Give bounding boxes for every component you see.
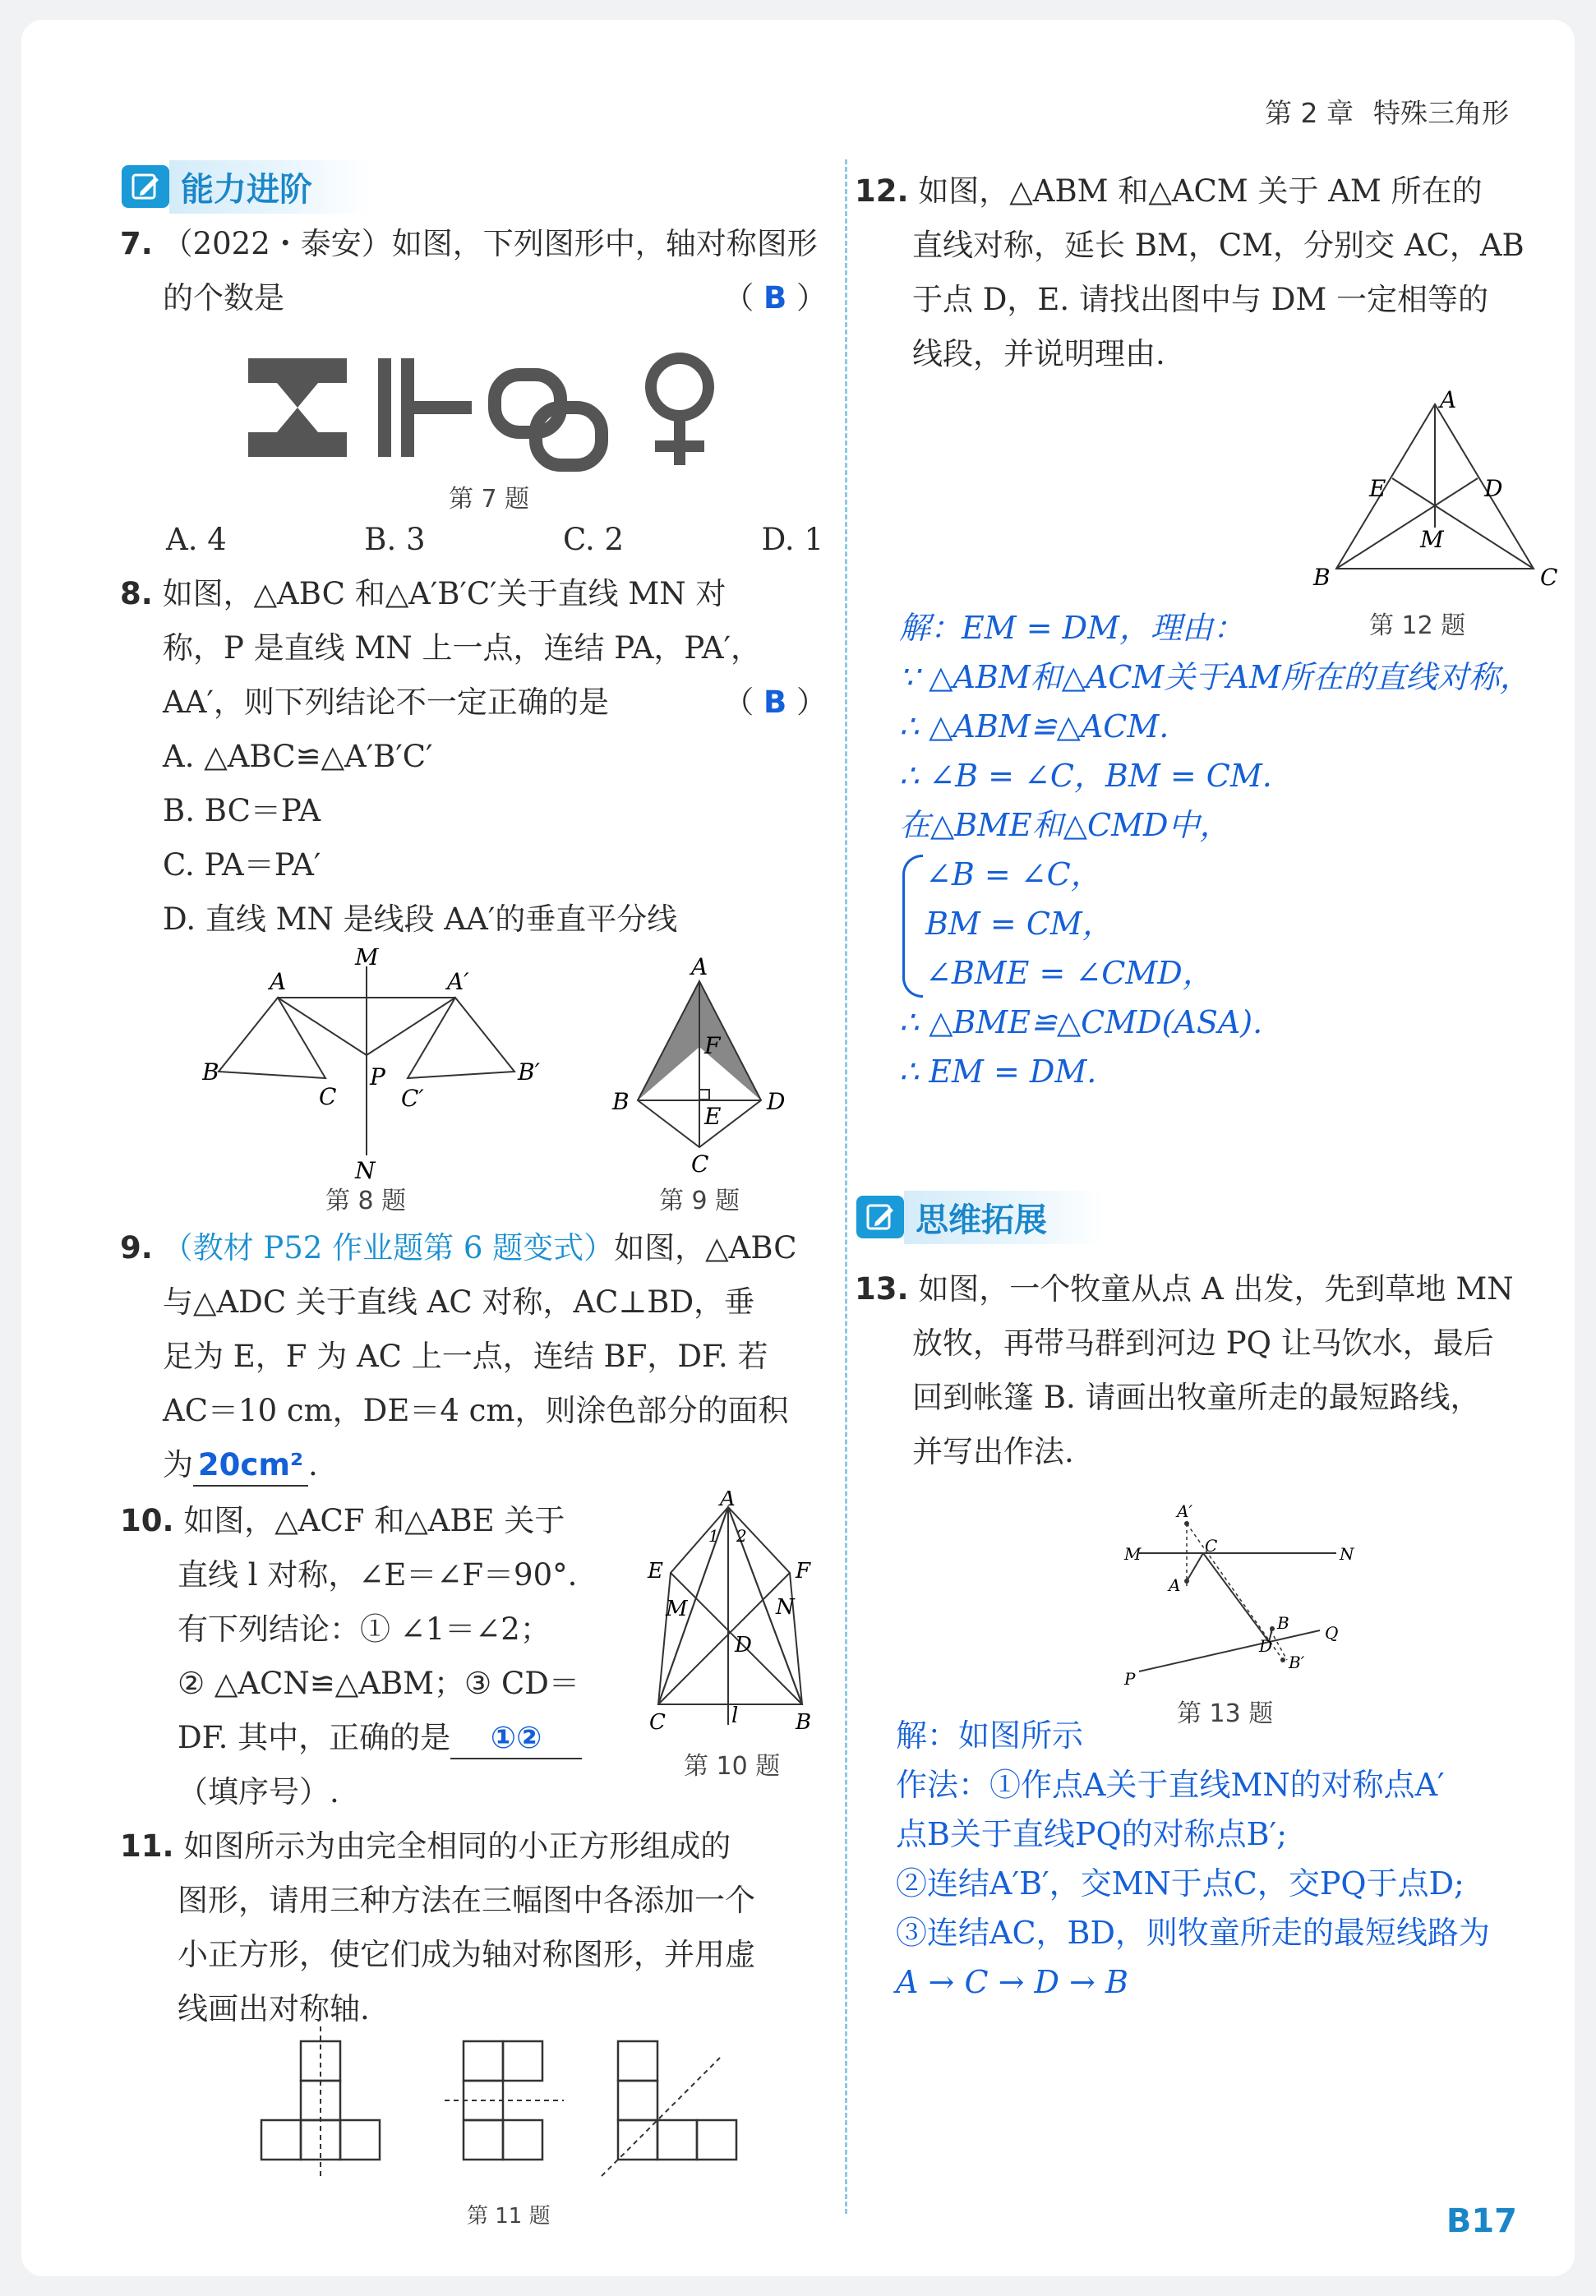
section-heading-extension <box>856 1192 1105 1243</box>
point-label: E <box>704 1103 722 1130</box>
question-stem: 并写出作法. <box>912 1434 1074 1469</box>
point-label: M <box>1420 526 1444 553</box>
point-label: P <box>370 1063 385 1090</box>
question-number: 8. <box>120 576 153 611</box>
page-number: B17 <box>1446 2202 1517 2240</box>
point-label: A′ <box>447 968 469 995</box>
question-stem: 回到帐篷 B. 请画出牧童所走的最短路线， <box>912 1380 1481 1415</box>
point-label: E <box>1369 475 1386 502</box>
column-divider <box>845 159 847 2214</box>
answer-choice: B <box>763 685 787 720</box>
angle-label: 2 <box>736 1526 747 1546</box>
point-label: P <box>1124 1669 1136 1688</box>
point-label: C <box>649 1710 666 1735</box>
question-stem: 线段，并说明理由. <box>912 336 1165 371</box>
question-stem: 直线 l 对称，∠E＝∠F＝90°. <box>178 1557 578 1593</box>
question-stem: 如图，△ABC 和△A′B′C′关于直线 MN 对 <box>162 576 727 611</box>
solution-line: ∠BME = ∠CMD， <box>925 955 1214 991</box>
question-stem: 如图，△ABM 和△ACM 关于 AM 所在的 <box>918 173 1483 209</box>
point-label: E <box>648 1559 663 1584</box>
question-number: 9. <box>120 1230 153 1266</box>
chapter-title: 特殊三角形 <box>1373 97 1509 129</box>
section-title: 思维拓展 <box>904 1191 1105 1244</box>
question-stem: DF. 其中，正确的是 <box>178 1720 451 1755</box>
question-11 <box>120 1819 827 2036</box>
question-stem: 图形，请用三种方法在三幅图中各添加一个 <box>178 1883 755 1918</box>
question-stem: 为 <box>163 1447 193 1482</box>
point-label: N <box>355 1157 376 1184</box>
question-7 <box>120 217 827 325</box>
figure-caption: 第 10 题 <box>684 1752 781 1781</box>
question-stem: （填序号）. <box>178 1774 339 1810</box>
q13-figure <box>1114 1499 1361 1688</box>
question-stem: 直线对称，延长 BM，CM，分别交 AC，AB <box>912 228 1525 263</box>
point-label: F <box>704 1032 721 1059</box>
section-heading-advanced <box>122 161 370 212</box>
question-stem: ② △ACN≌△ABM；③ CD＝ <box>178 1666 579 1701</box>
question-stem: 足为 E，F 为 AC 上一点，连结 BF，DF. 若 <box>163 1339 768 1374</box>
option-d[interactable]: D. 1 <box>761 522 823 557</box>
question-stem: 如图，一个牧童从点 A 出发，先到草地 MN <box>918 1271 1514 1307</box>
solution-line: ∴ ∠B = ∠C，BM = CM. <box>899 758 1272 794</box>
point-label: M <box>666 1597 688 1621</box>
question-source: （2022・泰安） <box>162 226 392 261</box>
question-stem: 如图所示为由完全相同的小正方形组成的 <box>183 1828 731 1864</box>
point-label: D <box>767 1088 786 1115</box>
question-stem: 于点 D，E. 请找出图中与 DM 一定相等的 <box>912 282 1489 317</box>
q11-figure <box>260 2025 769 2181</box>
paren: （ <box>723 280 754 316</box>
figure-caption: 第 12 题 <box>1369 611 1466 640</box>
question-stem: 如图，下列图形中，轴对称图形 <box>391 226 818 261</box>
pencil-icon <box>856 1196 904 1238</box>
question-stem: 的个数是 <box>163 280 284 316</box>
q8-figure <box>202 948 547 1187</box>
question-source: （教材 P52 作业题第 6 题变式） <box>162 1230 615 1266</box>
point-label: A <box>270 968 287 995</box>
solution-line: 解：如图所示 <box>896 1717 1084 1754</box>
question-stem: 放牧，再带马群到河边 PQ 让马饮水，最后 <box>912 1326 1494 1361</box>
point-label: B <box>796 1710 812 1735</box>
question-number: 13. <box>855 1271 909 1307</box>
q7-options <box>166 513 823 567</box>
option-a[interactable]: A. 4 <box>166 522 227 557</box>
point-label: A <box>1169 1575 1181 1595</box>
point-label: A <box>691 957 708 980</box>
angle-label: 1 <box>708 1526 719 1546</box>
question-number: 12. <box>855 173 909 209</box>
point-label: N <box>776 1595 795 1620</box>
q13-solution <box>896 1711 1570 2007</box>
option-c[interactable]: C. 2 <box>563 522 625 557</box>
solution-line: 作法：①作点A关于直线MN的对称点A′ <box>896 1767 1445 1803</box>
point-label: C <box>691 1150 709 1178</box>
question-number: 7. <box>120 226 153 261</box>
solution-line: ∠B = ∠C， <box>925 856 1102 892</box>
option-c[interactable]: C. PA＝PA′ <box>163 847 321 883</box>
option-b[interactable]: B. 3 <box>364 522 426 557</box>
point-label: A′ <box>1177 1501 1192 1521</box>
point-label: Q <box>1325 1623 1339 1643</box>
question-12 <box>855 164 1561 381</box>
q7-figure <box>232 342 741 482</box>
question-10 <box>120 1494 646 1819</box>
question-stem: 小正方形，使它们成为轴对称图形，并用虚 <box>178 1937 755 1972</box>
figure-caption: 第 7 题 <box>449 485 530 514</box>
question-stem: . <box>308 1447 318 1482</box>
point-label: A <box>1440 388 1457 413</box>
solution-line: ∴ EM = DM. <box>899 1053 1097 1090</box>
q12-solution <box>899 603 1573 1096</box>
chapter-number: 第 2 章 <box>1265 97 1354 129</box>
point-label: D <box>1259 1636 1273 1656</box>
answer-blank: 20cm² <box>197 1447 304 1482</box>
question-stem: 称，P 是直线 MN 上一点，连结 PA，PA′， <box>163 630 762 666</box>
point-label: A <box>720 1491 736 1511</box>
point-label: N <box>1340 1544 1354 1564</box>
running-header <box>1265 92 1509 131</box>
page <box>21 20 1575 2276</box>
pencil-icon <box>122 165 169 208</box>
section-title: 能力进阶 <box>169 160 370 214</box>
solution-line: A → C → D → B <box>896 1964 1128 2000</box>
question-stem: 有下列结论：① ∠1＝∠2； <box>178 1611 551 1647</box>
answer-choice: B <box>763 280 787 316</box>
solution-line: ∴ △BME≌△CMD(ASA). <box>899 1004 1263 1040</box>
line-label: l <box>731 1704 739 1728</box>
question-number: 11. <box>120 1828 174 1864</box>
point-label: C <box>319 1083 337 1110</box>
point-label: C <box>1205 1536 1218 1556</box>
question-stem: 如图，△ABC <box>614 1230 797 1266</box>
question-number: 10. <box>120 1503 174 1538</box>
solution-line: ∴ △ABM≌△ACM. <box>899 708 1169 745</box>
question-stem: 如图，△ACF 和△ABE 关于 <box>183 1503 565 1538</box>
point-label: C′ <box>401 1085 424 1112</box>
option-d[interactable]: D. 直线 MN 是线段 AA′的垂直平分线 <box>163 901 678 937</box>
q9-figure <box>609 957 798 1178</box>
point-label: B <box>1313 564 1331 591</box>
figure-caption: 第 11 题 <box>467 2204 551 2229</box>
paren: （ <box>723 685 754 720</box>
point-label: C <box>1540 564 1558 591</box>
question-stem: 与△ADC 关于直线 AC 对称，AC⊥BD，垂 <box>163 1284 755 1320</box>
solution-line: 解：EM = DM，理由： <box>899 610 1245 646</box>
question-13 <box>855 1262 1561 1479</box>
solution-line: ③连结AC，BD，则牧童所走的最短线路为 <box>896 1915 1490 1951</box>
question-9 <box>120 1221 827 1492</box>
solution-line: 在△BME和△CMD中， <box>899 807 1231 843</box>
figure-caption: 第 13 题 <box>1177 1699 1274 1728</box>
solution-line: BM = CM， <box>925 906 1114 942</box>
solution-line: 点B关于直线PQ的对称点B′; <box>896 1816 1288 1852</box>
solution-line: ∵ △ABM和△ACM关于AM所在的直线对称， <box>899 659 1531 695</box>
point-label: D <box>735 1633 752 1657</box>
paren: ） <box>796 685 827 720</box>
paren: ） <box>796 280 827 316</box>
system-brace <box>902 855 923 998</box>
point-label: D <box>1484 475 1503 502</box>
point-label: M <box>355 948 379 970</box>
point-label: B′ <box>1289 1653 1305 1672</box>
solution-line: ②连结A′B′，交MN于点C，交PQ于点D; <box>896 1865 1465 1902</box>
q12-figure <box>1303 388 1566 602</box>
question-stem: 线画出对称轴. <box>178 1991 370 2026</box>
point-label: B <box>612 1088 630 1115</box>
question-stem: AC＝10 cm，DE＝4 cm，则涂色部分的面积 <box>163 1393 789 1428</box>
point-label: M <box>1124 1544 1142 1564</box>
q10-figure <box>638 1491 819 1737</box>
option-a[interactable]: A. △ABC≌△A′B′C′ <box>163 739 433 774</box>
option-b[interactable]: B. BC＝PA <box>163 793 321 828</box>
point-label: B <box>202 1058 219 1086</box>
point-label: B <box>1277 1613 1289 1633</box>
figure-caption: 第 8 题 <box>325 1187 407 1215</box>
question-8 <box>120 567 827 947</box>
point-label: B′ <box>518 1058 540 1086</box>
answer-blank: ①② <box>490 1720 542 1755</box>
point-label: F <box>796 1559 811 1584</box>
question-stem: AA′，则下列结论不一定正确的是 <box>163 685 609 720</box>
figure-caption: 第 9 题 <box>659 1187 740 1215</box>
